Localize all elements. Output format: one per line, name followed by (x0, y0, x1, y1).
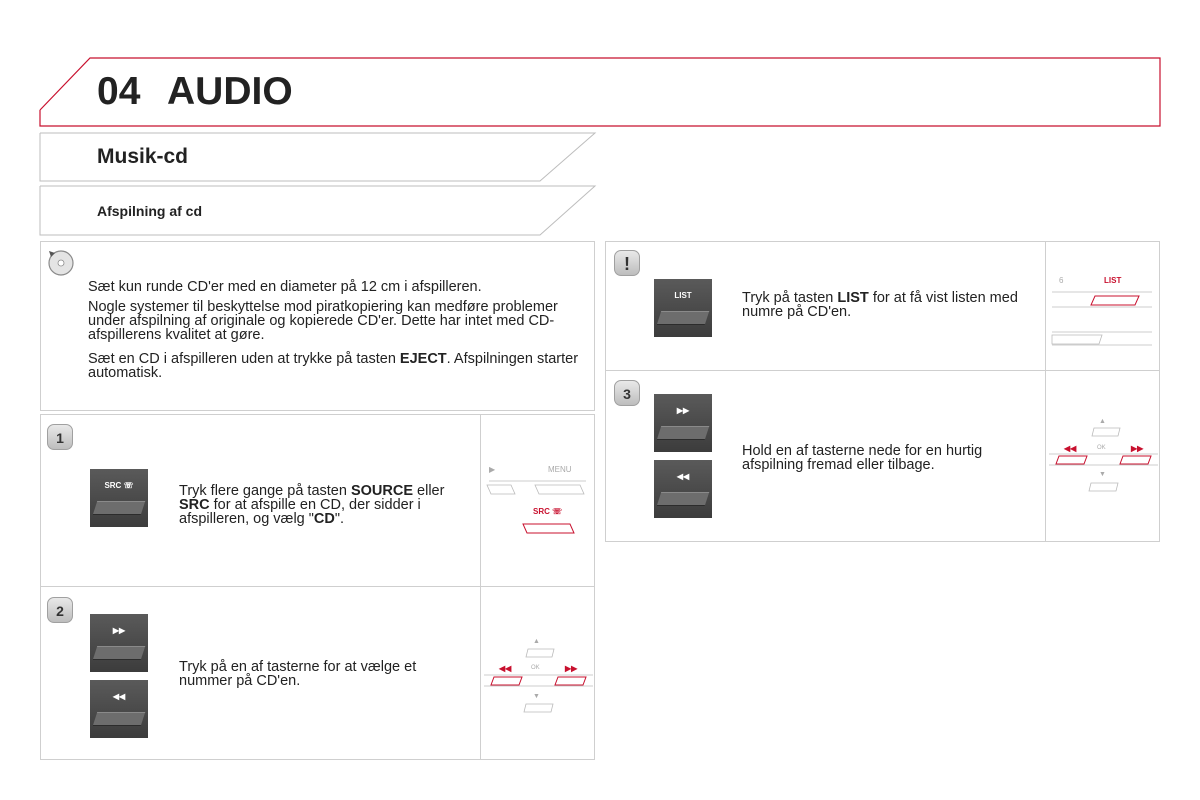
fast-forward-icon: ▶▶ (676, 406, 690, 415)
list-button-slot (657, 311, 710, 325)
step-2-box (40, 586, 481, 760)
info-paragraph-3: Sæt en CD i afspilleren uden at trykke på tasten EJECT. Afspilningen starter automatisk. (88, 351, 579, 381)
step-2-text: Tryk på en af tasterne for at vælge et nummer på CD'en. (179, 659, 417, 689)
cd-insert-icon (46, 247, 76, 277)
right-arrow-icon-2: ▶▶ (1131, 444, 1144, 453)
src-button-slot (93, 501, 146, 515)
src-button-label: SRC ☏ (104, 481, 134, 490)
left-arrow-icon-2: ◀◀ (1064, 444, 1077, 453)
back-icon: ◀◀ (112, 692, 126, 701)
play-icon: ▶ (489, 465, 496, 474)
down-arrow-icon: ▼ (533, 693, 540, 700)
subsection-title: Afspilning af cd (97, 203, 202, 219)
ok-label: OK (531, 665, 540, 671)
diagram-menu-label: MENU (548, 465, 572, 474)
step-3-badge: 3 (614, 380, 640, 406)
info-box (40, 241, 595, 411)
rewind-button-slot (657, 492, 710, 506)
up-arrow-icon-2: ▲ (1099, 418, 1106, 425)
info-paragraph-1: Sæt kun runde CD'er med en diameter på 12 cm i afspilleren. (88, 279, 482, 295)
back-button-slot (93, 712, 146, 726)
back-button[interactable] (90, 680, 148, 738)
forward-button[interactable] (90, 614, 148, 672)
diagram-6-label: 6 (1059, 276, 1064, 285)
warning-badge: ! (614, 250, 640, 276)
chapter-number: 04 (97, 70, 141, 113)
down-arrow-icon-2: ▼ (1099, 471, 1106, 478)
step-2-diagram (480, 586, 595, 760)
step-3-text: Hold en af tasterne nede for en hurtig afspilning fremad eller tilbage. (742, 443, 983, 473)
rewind-button[interactable] (654, 460, 712, 518)
forward-icon: ▶▶ (112, 626, 126, 635)
chapter-title: AUDIO (167, 70, 293, 113)
step-1-diagram (480, 414, 595, 587)
step-2-badge: 2 (47, 597, 73, 623)
diagram-list-label: LIST (1104, 276, 1122, 285)
ok-label-2: OK (1097, 445, 1106, 451)
rewind-icon: ◀◀ (676, 472, 690, 481)
step-1-badge: 1 (47, 424, 73, 450)
list-button-label: LIST (674, 291, 692, 300)
diagram-list-lines (1046, 287, 1161, 357)
fast-forward-button-slot (657, 426, 710, 440)
info-paragraph-2: Nogle systemer til beskyttelse mod piratkopiering kan medføre problemer under afspilning af originale og kopierede CD'er. Dette har intet med CD-afspillerens kvalitet at gøre. (88, 299, 558, 343)
forward-button-slot (93, 646, 146, 660)
list-button[interactable] (654, 279, 712, 337)
diagram-nav-lines (481, 642, 596, 717)
fast-forward-button[interactable] (654, 394, 712, 452)
left-arrow-icon: ◀◀ (499, 664, 512, 673)
section-title: Musik-cd (97, 145, 189, 168)
up-arrow-icon: ▲ (533, 638, 540, 645)
step-1-box (40, 414, 481, 587)
right-arrow-icon: ▶▶ (565, 664, 578, 673)
diagram-src-label: SRC ☏ (533, 507, 563, 516)
step-3-diagram (1045, 370, 1160, 542)
step-3-box (605, 370, 1046, 542)
step-1-text: Tryk flere gange på tasten SOURCE eller SRC for at afspille en CD, der sidder i afspilleren, og vælg "CD". (179, 483, 445, 527)
list-diagram (1045, 241, 1160, 371)
list-text: Tryk på tasten LIST for at få vist listen med numre på CD'en. (742, 290, 1018, 320)
src-button[interactable] (90, 469, 148, 527)
list-box (605, 241, 1046, 371)
diagram-nav-lines-2 (1046, 421, 1161, 496)
